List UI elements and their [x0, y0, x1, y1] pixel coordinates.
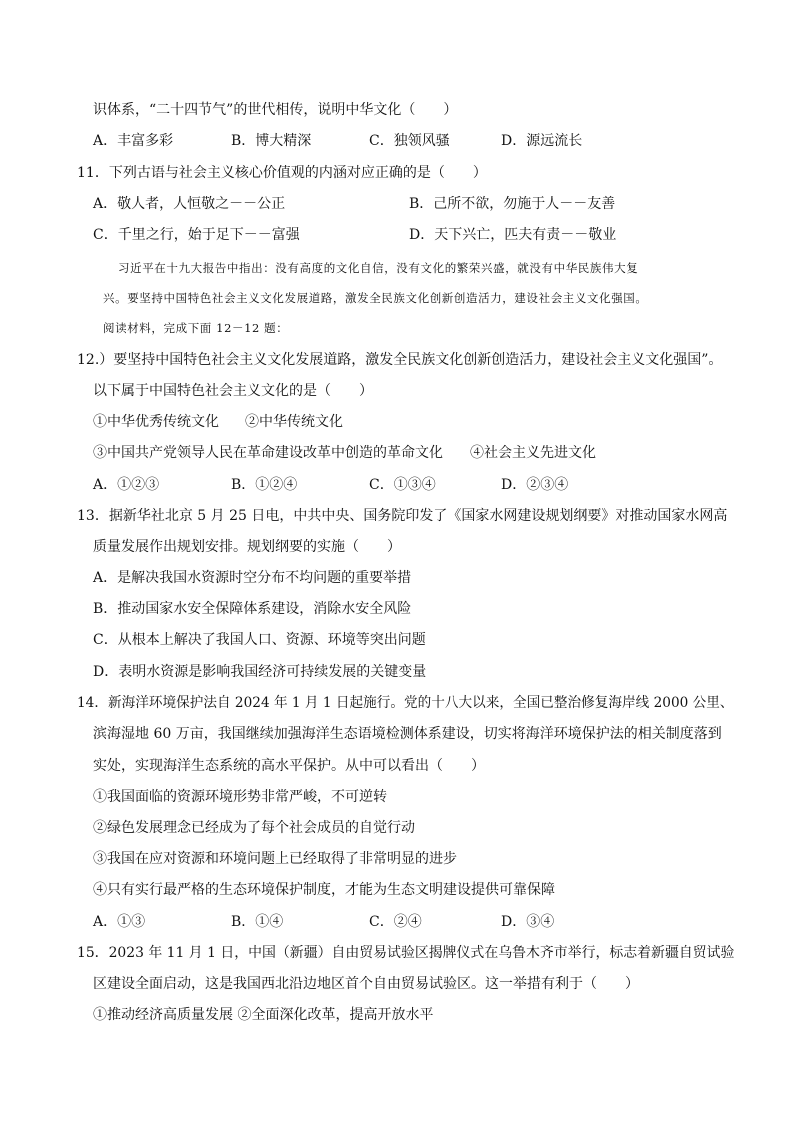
q14-option-b[interactable]: B．①④	[231, 914, 284, 930]
q11-option-d[interactable]: D．天下兴亡，匹夫有责－－敬业	[409, 227, 617, 243]
q14-item-3: ③我国在应对资源和环境问题上已经取得了非常明显的进步	[93, 851, 457, 867]
q11-option-c[interactable]: C．千里之行，始于足下－－富强	[93, 227, 300, 243]
q10-option-d[interactable]: D．源远流长	[501, 133, 583, 149]
q15-items-line: ①推动经济高质量发展 ②全面深化改革，提高开放水平	[93, 1007, 434, 1023]
q10-option-b[interactable]: B．博大精深	[231, 133, 312, 149]
q14-item-1: ①我国面临的资源环境形势非常严峻，不可逆转	[93, 789, 387, 805]
q10-option-c[interactable]: C．独领风骚	[369, 133, 450, 149]
q10-option-a[interactable]: A．丰富多彩	[93, 133, 174, 149]
q13-stem-line-1: 13．据新华社北京 5 月 25 日电，中共中央、国务院印发了《国家水网建设规划纲要》对推动国家水网高	[77, 508, 728, 524]
q13-stem-line-2: 质量发展作出规划安排。规划纲要的实施（ ）	[93, 539, 401, 555]
q14-option-c[interactable]: C．②④	[369, 914, 422, 930]
q14-stem-line-1: 14．新海洋环境保护法自 2024 年 1 月 1 日起施行。党的十八大以来，全国已整治修复海岸线 2000 公里、	[77, 695, 734, 711]
q14-item-2: ②绿色发展理念已经成为了每个社会成员的自觉行动	[93, 820, 415, 836]
q13-option-d[interactable]: D．表明水资源是影响我国经济可持续发展的关键变量	[93, 664, 427, 680]
q12-option-a[interactable]: A．①②③	[93, 477, 160, 493]
material-line-2: 兴。要坚持中国特色社会主义文化发展道路，激发全民族文化创新创造活力，建设社会主义文化强国。	[103, 291, 648, 305]
q12-item-4: ④社会主义先进文化	[470, 445, 596, 461]
q12-stem-line-2: 以下属于中国特色社会主义文化的是（ ）	[93, 383, 373, 399]
q13-option-a[interactable]: A．是解决我国水资源时空分布不均问题的重要举措	[93, 570, 412, 586]
q12-item-2: ②中华传统文化	[245, 414, 343, 430]
q14-stem-line-2: 滨海湿地 60 万亩，我国继续加强海洋生态语境检测体系建设，切实将海洋环境保护法的相关制度落到	[93, 726, 722, 742]
q14-option-d[interactable]: D．③④	[501, 914, 555, 930]
q12-stem-line-1: 12.）要坚持中国特色社会主义文化发展道路，激发全民族文化创新创造活力，建设社会主义文化强国”。	[77, 352, 723, 368]
q12-option-b[interactable]: B．①②④	[231, 477, 298, 493]
q12-option-c[interactable]: C．①③④	[369, 477, 436, 493]
q13-option-c[interactable]: C．从根本上解决了我国人口、资源、环境等突出问题	[93, 632, 426, 648]
q14-option-a[interactable]: A．①③	[93, 914, 146, 930]
q12-item-1: ①中华优秀传统文化	[93, 414, 219, 430]
q14-item-4: ④只有实行最严格的生态环境保护制度，才能为生态文明建设提供可靠保障	[93, 882, 555, 898]
q10-stem: 识体系，“二十四节气”的世代相传，说明中华文化（ ）	[93, 102, 458, 118]
material-line-1: 习近平在十九大报告中指出：没有高度的文化自信，没有文化的繁荣兴盛，就没有中华民族伟大复	[118, 261, 639, 275]
q11-stem: 11．下列古语与社会主义核心价值观的内涵对应正确的是（ ）	[77, 165, 487, 181]
q15-stem-line-2: 区建设全面启动，这是我国西北沿边地区首个自由贸易试验区。这一举措有利于（ ）	[93, 976, 639, 992]
q14-stem-line-3: 实处，实现海洋生态系统的高水平保护。从中可以看出（ ）	[93, 758, 485, 774]
q12-option-d[interactable]: D．②③④	[501, 477, 569, 493]
material-instruction: 阅读材料，完成下面 12－12 题：	[103, 321, 289, 335]
q13-option-b[interactable]: B．推动国家水安全保障体系建设，消除水安全风险	[93, 601, 412, 617]
q15-stem-line-1: 15．2023 年 11 月 1 日，中国（新疆）自由贸易试验区揭牌仪式在乌鲁木齐市举行，标志着新疆自贸试验	[77, 945, 735, 961]
q12-item-3: ③中国共产党领导人民在革命建设改革中创造的革命文化	[93, 445, 443, 461]
q11-option-a[interactable]: A．敬人者，人恒敬之－－公正	[93, 196, 286, 212]
q11-option-b[interactable]: B．己所不欲，勿施于人－－友善	[409, 196, 616, 212]
